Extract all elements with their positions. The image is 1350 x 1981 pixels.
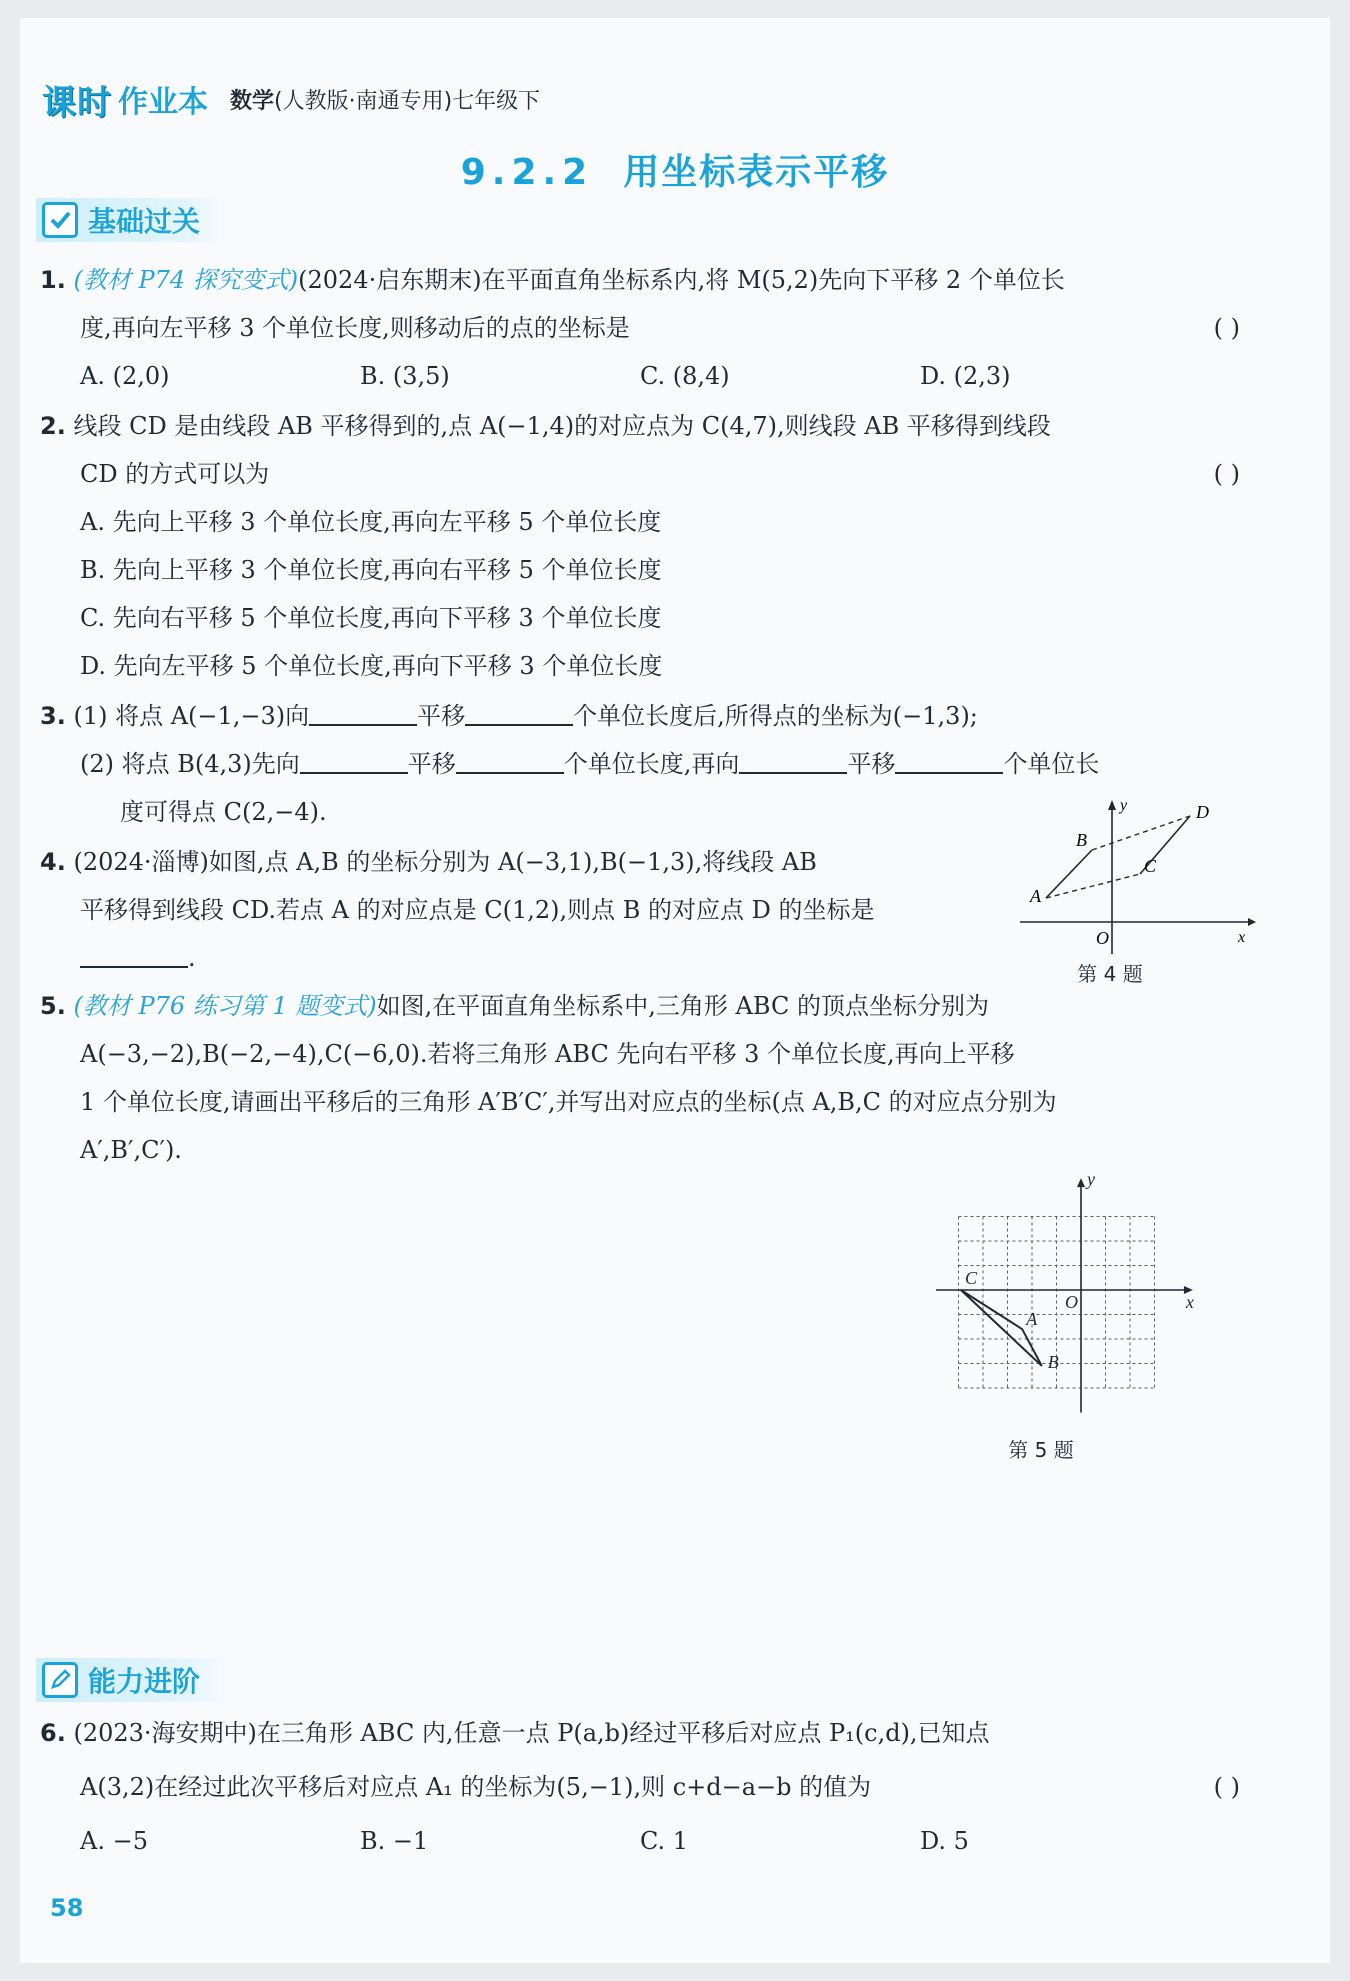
- checkbox-icon: [42, 202, 78, 238]
- book-info: [230, 84, 540, 115]
- q5-line4: A′,B′,C′).: [80, 1136, 182, 1164]
- q1-source: (教材 P74 探究变式): [73, 266, 299, 294]
- worksheet-page: [20, 18, 1330, 1963]
- section-name: 用坐标表示平移: [623, 152, 890, 193]
- figure-4-caption: 第 4 题: [1077, 962, 1143, 986]
- q1-number: 1.: [40, 266, 66, 294]
- q6-line2: A(3,2)在经过此次平移后对应点 A₁ 的坐标为(5,−1),则 c+d−a−b 的值为: [80, 1773, 872, 1801]
- q4-line2: 平移得到线段 CD.若点 A 的对应点是 C(1,2),则点 B 的对应点 D 的坐标是: [80, 896, 875, 924]
- page-number: 58: [50, 1894, 84, 1922]
- q3-blank-6[interactable]: [895, 744, 1003, 774]
- q5-line2: A(−3,−2),B(−2,−4),C(−6,0).若将三角形 ABC 先向右平移 3 个单位长度,再向上平移: [80, 1040, 1015, 1068]
- q4-line3: .: [188, 944, 196, 972]
- q3-blank-5[interactable]: [739, 744, 847, 774]
- q2-answer-paren[interactable]: ( ): [1213, 460, 1240, 488]
- fig5-label-x: x: [1185, 1292, 1194, 1312]
- banner-advanced: [36, 1658, 230, 1702]
- section-number: 9.2.2: [460, 152, 594, 193]
- q6-option-a[interactable]: A. −5: [80, 1827, 148, 1855]
- edition: (人教版·南通专用)七年级下: [274, 88, 541, 114]
- banner-basic: [36, 198, 230, 242]
- q2-line2: CD 的方式可以为: [80, 460, 270, 488]
- q4-line1: (2024·淄博)如图,点 A,B 的坐标分别为 A(−3,1),B(−1,3),将线段 AB: [73, 848, 817, 876]
- x-arrow-icon: [1248, 918, 1256, 926]
- banner-basic-label: 基础过关: [88, 205, 201, 238]
- q1-line1: (2024·启东期末)在平面直角坐标系内,将 M(5,2)先向下平移 2 个单位长: [298, 266, 1065, 294]
- fig5-label-b: B: [1047, 1351, 1059, 1372]
- q6-option-b[interactable]: B. −1: [360, 1827, 429, 1855]
- q1-option-b[interactable]: B. (3,5): [360, 362, 450, 390]
- fig4-label-y: y: [1120, 797, 1128, 814]
- figure-4-graph: [1020, 794, 1260, 954]
- header: [42, 74, 540, 124]
- fig4-label-x: x: [1238, 929, 1246, 946]
- question-1: [40, 256, 1240, 400]
- q1-line2: 度,再向左平移 3 个单位长度,则移动后的点的坐标是: [80, 314, 630, 342]
- fig4-label-a: A: [1030, 886, 1041, 906]
- q1-option-c[interactable]: C. (8,4): [640, 362, 730, 390]
- logo-main: 课时: [42, 82, 112, 123]
- q3-p2a: (2) 将点 B(4,3)先向: [80, 750, 300, 778]
- q4-blank[interactable]: [80, 938, 188, 968]
- fig5-label-y: y: [1087, 1169, 1095, 1190]
- q2-line1: 线段 CD 是由线段 AB 平移得到的,点 A(−1,4)的对应点为 C(4,7),则线段 AB 平移得到线段: [73, 412, 1051, 440]
- q3-p1a: (1) 将点 A(−1,−3)向: [73, 702, 310, 730]
- question-5: [40, 982, 1240, 1174]
- fig5-label-a: A: [1026, 1309, 1038, 1330]
- q6-option-c[interactable]: C. 1: [640, 1827, 689, 1855]
- q6-line1: (2023·海安期中)在三角形 ABC 内,任意一点 P(a,b)经过平移后对应点 P₁(c,d),已知点: [73, 1719, 990, 1747]
- q3-p2b: 平移: [407, 750, 456, 778]
- fig4-label-b: B: [1076, 830, 1087, 850]
- q2-option-c[interactable]: C. 先向右平移 5 个单位长度,再向下平移 3 个单位长度: [80, 604, 662, 632]
- figure-5-grid: [936, 1168, 1256, 1430]
- q5-line1: 如图,在平面直角坐标系中,三角形 ABC 的顶点坐标分别为: [376, 992, 989, 1020]
- fig4-label-d: D: [1196, 802, 1209, 822]
- pencil-icon: [42, 1662, 78, 1698]
- q5-line3: 1 个单位长度,请画出平移后的三角形 A′B′C′,并写出对应点的坐标(点 A,B,C 的对应点分别为: [80, 1088, 1057, 1116]
- subject: 数学: [230, 88, 275, 114]
- q3-number: 3.: [40, 702, 66, 730]
- q6-answer-paren[interactable]: ( ): [1213, 1773, 1240, 1801]
- q3-blank-2[interactable]: [465, 696, 573, 726]
- q6-option-d[interactable]: D. 5: [920, 1827, 969, 1855]
- q3-p2d: 平移: [847, 750, 896, 778]
- q4-number: 4.: [40, 848, 66, 876]
- q5-number: 5.: [40, 992, 66, 1020]
- q1-answer-paren[interactable]: ( ): [1213, 314, 1240, 342]
- fig4-label-c: C: [1144, 856, 1157, 876]
- q2-number: 2.: [40, 412, 66, 440]
- q3-p2c: 个单位长度,再向: [563, 750, 740, 778]
- q2-option-b[interactable]: B. 先向上平移 3 个单位长度,再向右平移 5 个单位长度: [80, 556, 662, 584]
- q3-blank-4[interactable]: [456, 744, 564, 774]
- fig4-label-o: O: [1096, 928, 1109, 948]
- q1-option-a[interactable]: A. (2,0): [80, 362, 170, 390]
- q1-option-d[interactable]: D. (2,3): [920, 362, 1011, 390]
- fig5-label-c: C: [964, 1268, 977, 1288]
- question-2: [40, 402, 1240, 690]
- section-title: [20, 144, 1330, 195]
- y-arrow-icon: [1108, 800, 1116, 810]
- question-4: [40, 838, 1030, 982]
- q3-blank-3[interactable]: [300, 744, 408, 774]
- book-logo: [42, 75, 208, 124]
- figure-4: [1020, 794, 1260, 990]
- q5-source: (教材 P76 练习第 1 题变式): [73, 992, 377, 1020]
- logo-sub: 作业本: [118, 85, 208, 120]
- figure-5: [936, 1168, 1256, 1462]
- q2-option-a[interactable]: A. 先向上平移 3 个单位长度,再向左平移 5 个单位长度: [80, 508, 662, 536]
- q3-p2f: 度可得点 C(2,−4).: [120, 798, 327, 826]
- q3-blank-1[interactable]: [309, 696, 417, 726]
- q6-number: 6.: [40, 1719, 66, 1747]
- q3-p1c: 个单位长度后,所得点的坐标为(−1,3);: [573, 702, 978, 730]
- fig5-label-o: O: [1065, 1292, 1078, 1312]
- question-6: [40, 1706, 1240, 1868]
- figure-5-caption: 第 5 题: [1008, 1438, 1074, 1462]
- banner-advanced-label: 能力进阶: [88, 1665, 201, 1698]
- q3-p1b: 平移: [417, 702, 466, 730]
- q3-p2e: 个单位长: [1003, 750, 1100, 778]
- y-arrow-icon: [1077, 1178, 1085, 1187]
- q2-option-d[interactable]: D. 先向左平移 5 个单位长度,再向下平移 3 个单位长度: [80, 652, 663, 680]
